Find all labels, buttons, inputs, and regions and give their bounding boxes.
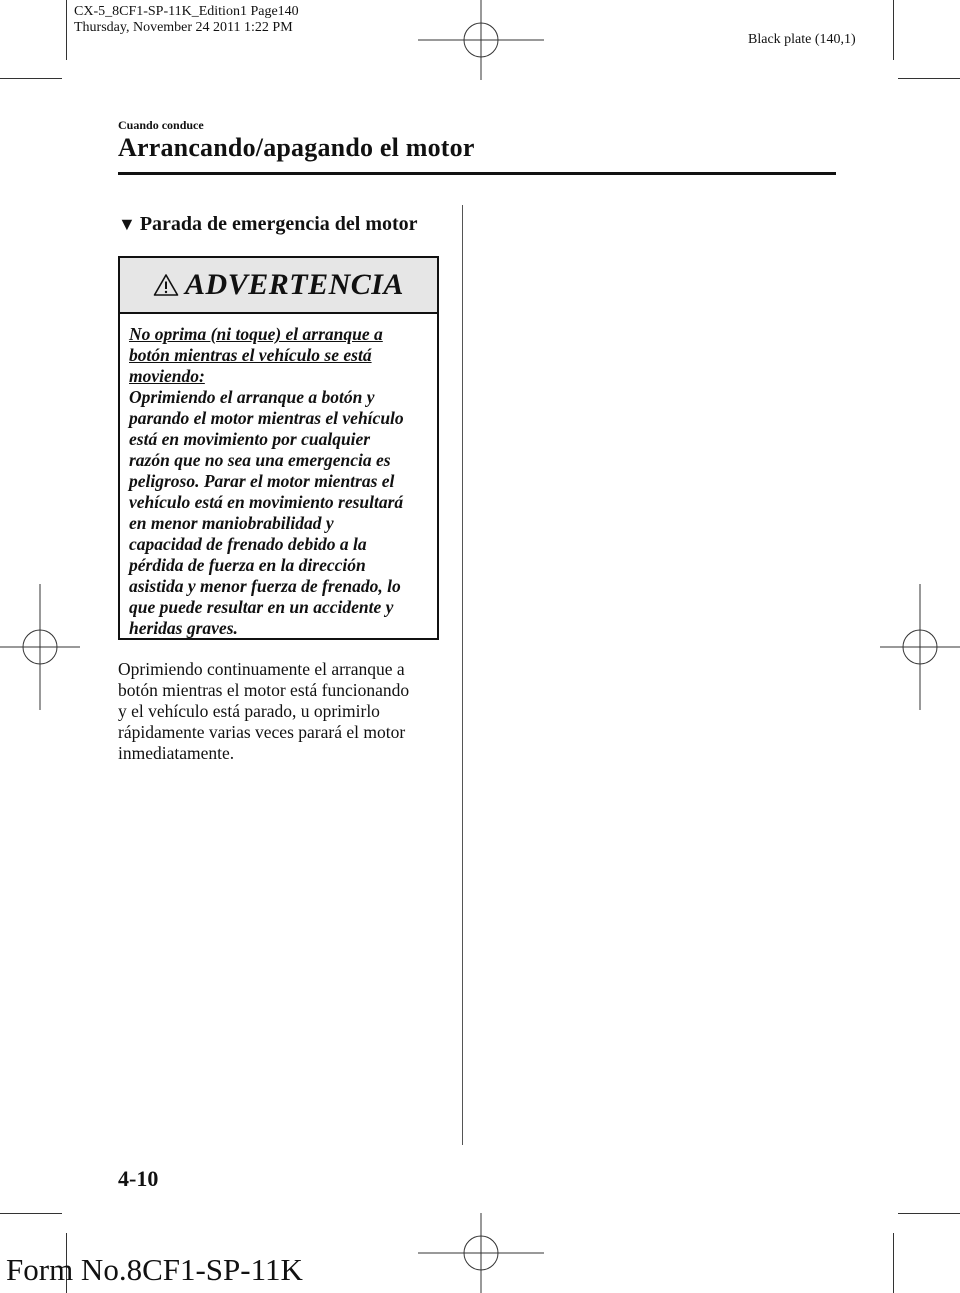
trim-mark (0, 1213, 62, 1214)
title-rule (118, 172, 836, 175)
trim-mark (66, 0, 67, 60)
print-header-line2: Thursday, November 24 2011 1:22 PM (74, 20, 293, 35)
subsection-title: Parada de emergencia del motor (139, 213, 418, 235)
trim-mark (0, 78, 62, 79)
registration-mark-icon (0, 584, 80, 710)
warning-triangle-icon (153, 273, 179, 297)
body-line: Oprimiendo continuamente el arranque a (118, 659, 405, 679)
warning-text-line: en menor maniobrabilidad y (129, 513, 334, 533)
warning-lead-line: moviendo: (129, 366, 205, 386)
warning-text-line: Oprimiendo el arranque a botón y (129, 387, 375, 407)
body-line: y el vehículo está parado, u oprimirlo (118, 701, 380, 721)
page-title: Arrancando/apagando el motor (118, 133, 475, 162)
body-paragraph (118, 659, 458, 764)
warning-text-line: capacidad de frenado debido a la (129, 534, 367, 554)
triangle-marker-icon: ▼ (118, 214, 136, 234)
warning-lead-line: No oprima (ni toque) el arranque a (129, 324, 383, 344)
warning-header (120, 258, 437, 314)
warning-lead-line: botón mientras el vehículo se está (129, 345, 372, 365)
warning-text-line: razón que no sea una emergencia es (129, 450, 391, 470)
registration-mark-icon (880, 584, 960, 710)
warning-box (118, 256, 439, 640)
page-number: 4-10 (118, 1166, 159, 1191)
warning-body (120, 314, 437, 647)
warning-text-line: vehículo está en movimiento resultará (129, 492, 404, 512)
registration-mark-icon (418, 0, 544, 80)
warning-text-line: parando el motor mientras el vehículo (129, 408, 404, 428)
trim-mark (893, 0, 894, 60)
subsection-heading (118, 213, 418, 236)
black-plate-label: Black plate (140,1) (748, 32, 856, 47)
form-number: Form No.8CF1-SP-11K (6, 1252, 303, 1287)
warning-text-line: heridas graves. (129, 618, 238, 638)
warning-text-line: pérdida de fuerza en la dirección (129, 555, 366, 575)
trim-mark (898, 78, 960, 79)
trim-mark (893, 1233, 894, 1293)
body-line: botón mientras el motor está funcionando (118, 680, 410, 700)
trim-mark (898, 1213, 960, 1214)
body-line: inmediatamente. (118, 743, 235, 763)
section-label: Cuando conduce (118, 118, 204, 132)
column-divider (462, 205, 463, 1145)
body-line: rápidamente varias veces parará el motor (118, 722, 406, 742)
print-header-line1: CX-5_8CF1-SP-11K_Edition1 Page140 (74, 4, 299, 19)
registration-mark-icon (418, 1213, 544, 1293)
warning-text-line: está en movimiento por cualquier (129, 429, 371, 449)
warning-title: ADVERTENCIA (185, 268, 404, 301)
warning-text-line: que puede resultar en un accidente y (129, 597, 394, 617)
warning-text-line: peligroso. Parar el motor mientras el (129, 471, 395, 491)
warning-text-line: asistida y menor fuerza de frenado, lo (129, 576, 401, 596)
